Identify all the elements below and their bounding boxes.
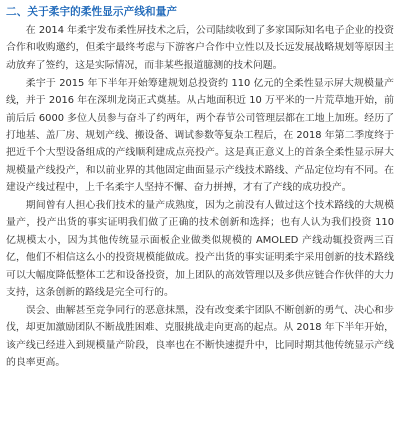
paragraph-production-line: 柔宇于 2015 年下半年开始筹建规划总投资约 110 亿元的全柔性显示屏大规模量产线，并于 2016 年在深圳龙岗正式奠基。从占地面积近 10 万平米的一片荒草地开始，前前后后 6000 多位人员参与奋斗了约两年，两个春节公司管理层都在工地上加班。经历了打地基、盖厂房、规划产线、搬设备、调试参数等复杂工程后，在 2018 年第二季度终于把近千个大型设备组成的产线顺利建成点亮投产。这是真正意义上的首条全柔性显示屏大规模量产线投产，和以前业界的其他固定曲面显示产线技术路线、产品定位均有不同。在建设产线过程中，上千名柔宇人坚持不懈、奋力拼搏，才有了产线的成功投产。 — [6, 77, 394, 194]
paragraph-mass-production-doubts: 期间曾有人担心我们技术的量产成熟度，因为之前没有人做过这个技术路线的大规模量产，投产出货的事实证明我们做了正确的技术创新和选择；也有人认为我们投资 110 亿规模太小，因为其他传统显示面板企业做类似规模的 AMOLED 产线动辄投资两三百亿，他们不相信这么小的投资规模能做成。投产出货的事实证明柔宇采用创新的技术路线可以大幅度降低整体工艺和设备投资，加上团队的高效管理以及多供应链合作伙伴的大力支持，这条创新的路线是完全可行的。 — [6, 200, 394, 299]
paragraph-yield-progress: 误会、曲解甚至竞争同行的恶意抹黑，没有改变柔宇团队不断创新的勇气、决心和步伐，却更加激励团队不断战胜困难、克服挑战走向更高的起点。从 2018 年下半年开始，该产线已经进入到规模量产阶段，良率也在不断快速提升中，比同时期其他传统显示产线的良率更高。 — [6, 305, 394, 369]
section-heading-text: 二、关于柔宇的柔性显示产线和量产 — [6, 5, 178, 18]
paragraph-investment-offers: 在 2014 年柔宇发布柔性屏技术之后，公司陆续收到了多家国际知名电子企业的投资合作和收购邀约，但柔宇最终考虑与下游客户合作中立性以及长远发展战略规划等原因主动放弃了签约，这是实际情况，而非某些报道臆测的技术问题。 — [6, 25, 394, 71]
section-heading — [6, 4, 394, 18]
